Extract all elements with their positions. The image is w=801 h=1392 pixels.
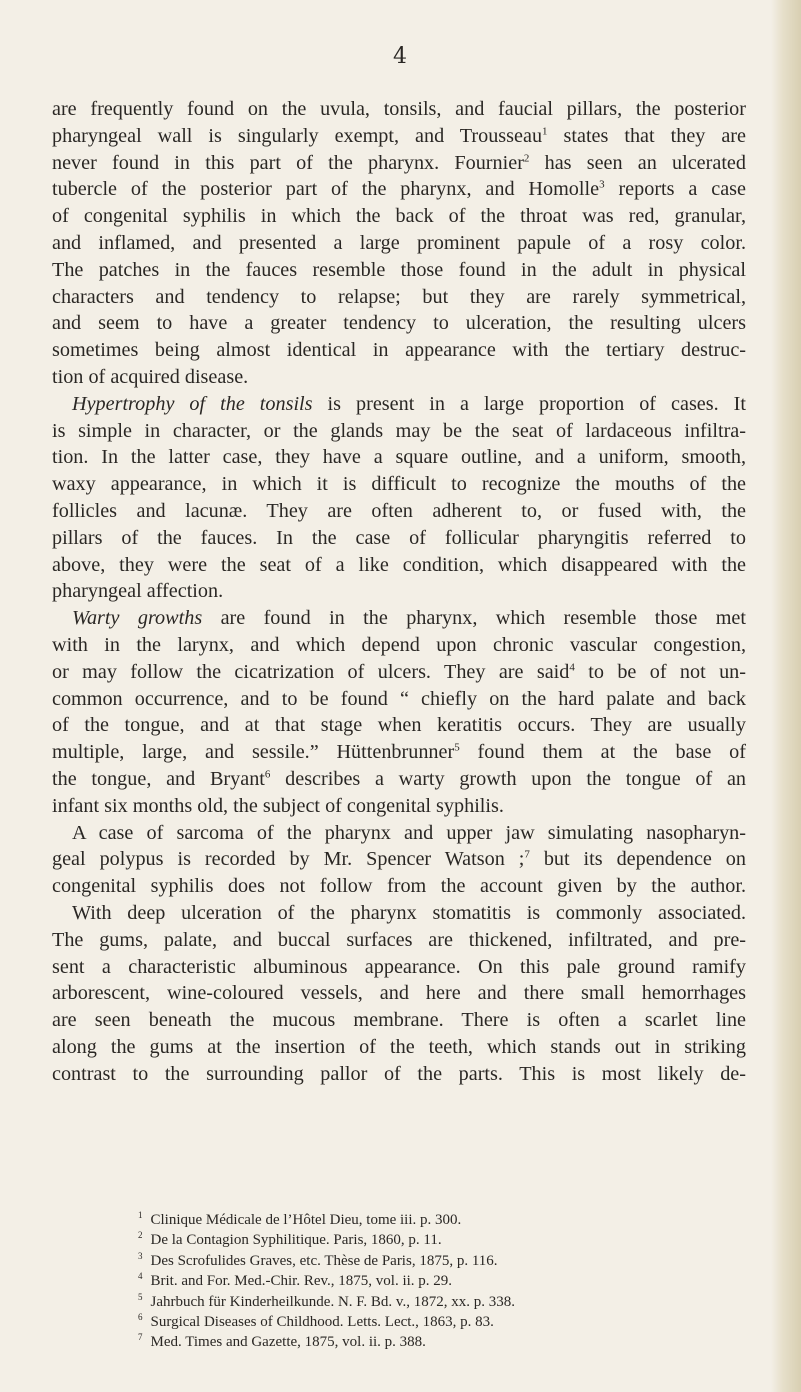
text-run: The gums, palate, and buccal surfaces are thickened, infiltrated, and pre- bbox=[52, 928, 746, 951]
text-run: the tongue, and Bryant bbox=[52, 767, 265, 790]
text-run: characters and tendency to relapse; but they are rarely symmetrical, bbox=[52, 285, 746, 308]
text-run: common occurrence, and to be found “ chiefly on the hard palate and back bbox=[52, 687, 746, 710]
text-line bbox=[52, 954, 746, 981]
footnote-ref: 4 bbox=[569, 661, 575, 673]
text-line bbox=[52, 739, 746, 766]
text-run: multiple, large, and sessile.” Hüttenbrunner bbox=[52, 741, 455, 764]
text-run: arborescent, wine-coloured vessels, and here and there small hemorrhages bbox=[52, 982, 746, 1005]
text-run: never found in this part of the pharynx. Fournier bbox=[52, 151, 524, 174]
text-line bbox=[52, 150, 746, 177]
text-run: but its dependence on bbox=[529, 848, 746, 871]
text-line bbox=[52, 766, 746, 793]
text-run: is present in a large proportion of cases. It bbox=[312, 392, 747, 415]
text-line bbox=[52, 1007, 746, 1034]
text-line bbox=[52, 310, 746, 337]
text-run: sent a characteristic albuminous appearance. On this pale ground ramify bbox=[52, 955, 746, 978]
text-line bbox=[52, 337, 746, 364]
text-line bbox=[52, 820, 746, 847]
text-line bbox=[52, 900, 746, 927]
text-line bbox=[52, 552, 746, 579]
footnote-text: Surgical Diseases of Childhood. Letts. Lect., 1863, p. 83. bbox=[150, 1314, 494, 1331]
footnote bbox=[138, 1251, 718, 1271]
text-line bbox=[52, 123, 746, 150]
text-run: are frequently found on the uvula, tonsils, and faucial pillars, the posterior bbox=[52, 98, 746, 120]
footnote-number: 1 bbox=[138, 1210, 143, 1220]
footnote-number: 7 bbox=[138, 1332, 143, 1343]
footnotes bbox=[138, 1210, 718, 1353]
text-run: reports a case bbox=[604, 178, 746, 201]
text-line bbox=[52, 391, 746, 418]
text-run: of the tongue, and at that stage when keratitis occurs. They are usually bbox=[52, 714, 746, 737]
text-line bbox=[52, 364, 746, 391]
footnote-number: 3 bbox=[138, 1250, 143, 1261]
text-line bbox=[52, 525, 746, 552]
text-run: and seem to have a greater tendency to ulceration, the resulting ulcers bbox=[52, 312, 746, 335]
text-line bbox=[52, 927, 746, 954]
text-line bbox=[52, 284, 746, 311]
text-run: found them at the base of bbox=[459, 741, 746, 764]
text-run: with in the larynx, and which depend upon chronic vascular congestion, bbox=[52, 633, 746, 656]
text-run: waxy appearance, in which it is difficult to recognize the mouths of the bbox=[52, 473, 746, 496]
text-run: tion. In the latter case, they have a square outline, and a uniform, smooth, bbox=[52, 446, 746, 469]
footnote bbox=[138, 1230, 718, 1250]
text-line bbox=[52, 686, 746, 713]
text-run: pharyngeal affection. bbox=[52, 580, 224, 603]
text-line bbox=[52, 176, 746, 203]
text-run: states that they are bbox=[547, 124, 746, 147]
text-line bbox=[52, 1034, 746, 1061]
text-line bbox=[52, 712, 746, 739]
text-line bbox=[52, 1061, 746, 1088]
footnote bbox=[138, 1292, 718, 1312]
footnote-text: De la Contagion Syphilitique. Paris, 1860, p. 11. bbox=[150, 1232, 442, 1249]
text-line bbox=[52, 257, 746, 284]
footnote-text: Clinique Médicale de l’Hôtel Dieu, tome iii. p. 300. bbox=[150, 1212, 462, 1228]
footnote bbox=[138, 1210, 718, 1230]
text-line bbox=[52, 203, 746, 230]
text-line bbox=[52, 980, 746, 1007]
footnote-number: 6 bbox=[138, 1312, 143, 1323]
text-run: and inflamed, and presented a large prominent papule of a rosy color. bbox=[52, 231, 746, 254]
footnote-text: Brit. and For. Med.-Chir. Rev., 1875, vol. ii. p. 29. bbox=[150, 1273, 453, 1290]
text-run: tubercle of the posterior part of the pharynx, and Homolle bbox=[52, 178, 600, 201]
text-line bbox=[52, 418, 746, 445]
footnote-text: Des Scrofulides Graves, etc. Thèse de Paris, 1875, p. 116. bbox=[150, 1252, 498, 1269]
text-run: has seen an ulcerated bbox=[529, 151, 746, 174]
text-line bbox=[52, 498, 746, 525]
text-run: along the gums at the insertion of the teeth, which stands out in striking bbox=[52, 1035, 746, 1058]
text-run: is simple in character, or the glands may be the seat of lardaceous infiltra- bbox=[52, 419, 746, 442]
text-run: are found in the pharynx, which resemble those met bbox=[202, 607, 746, 630]
page-edge-shadow bbox=[771, 0, 801, 1392]
text-line bbox=[52, 444, 746, 471]
footnote-ref: 3 bbox=[599, 178, 605, 191]
text-run: With deep ulceration of the pharynx stomatitis is commonly associated. bbox=[72, 901, 746, 924]
text-run: pillars of the fauces. In the case of follicular pharyngitis referred to bbox=[52, 526, 746, 549]
text-run: A case of sarcoma of the pharynx and upper jaw simulating nasopharyn- bbox=[72, 821, 746, 844]
italic-heading: Hypertrophy of the tonsils bbox=[72, 392, 313, 415]
text-run: above, they were the seat of a like condition, which disappeared with the bbox=[52, 553, 746, 576]
text-run: tion of acquired disease. bbox=[52, 365, 249, 388]
text-run: sometimes being almost identical in appearance with the tertiary destruc- bbox=[52, 339, 746, 362]
footnote-ref: 1 bbox=[542, 125, 548, 138]
footnote-ref: 2 bbox=[523, 151, 530, 164]
text-run: of congenital syphilis in which the back of the throat was red, granular, bbox=[52, 205, 746, 228]
text-run: congenital syphilis does not follow from the account given by the author. bbox=[52, 875, 746, 898]
footnote-ref: 6 bbox=[264, 768, 271, 781]
text-run: geal polypus is recorded by Mr. Spencer Watson ; bbox=[52, 848, 525, 871]
footnote-text: Jahrbuch für Kinderheilkunde. N. F. Bd. v., 1872, xx. p. 338. bbox=[150, 1293, 515, 1310]
footnote-ref: 5 bbox=[454, 741, 460, 754]
text-run: or may follow the cicatrization of ulcers. They are said bbox=[52, 660, 570, 683]
footnote bbox=[138, 1332, 718, 1352]
page-number: 4 bbox=[393, 44, 408, 69]
text-run: are seen beneath the mucous membrane. There is often a scarlet line bbox=[52, 1009, 746, 1032]
footnote bbox=[138, 1271, 718, 1291]
text-run: infant six months old, the subject of congenital syphilis. bbox=[52, 794, 504, 817]
footnote-number: 2 bbox=[138, 1230, 143, 1241]
text-line bbox=[52, 873, 746, 900]
text-run: The patches in the fauces resemble those found in the adult in physical bbox=[52, 258, 746, 281]
footnote-ref: 7 bbox=[524, 848, 530, 861]
footnote-text: Med. Times and Gazette, 1875, vol. ii. p. 388. bbox=[150, 1334, 426, 1351]
text-line bbox=[52, 605, 746, 632]
text-line bbox=[52, 632, 746, 659]
text-line bbox=[52, 578, 746, 605]
text-line bbox=[52, 96, 746, 123]
footnote-number: 4 bbox=[138, 1271, 143, 1282]
text-run: contrast to the surrounding pallor of the parts. This is most likely de- bbox=[52, 1062, 746, 1085]
text-run: to be of not un- bbox=[574, 660, 747, 683]
text-line bbox=[52, 471, 746, 498]
footnote bbox=[138, 1312, 718, 1332]
text-line bbox=[52, 793, 746, 820]
text-run: pharyngeal wall is singularly exempt, and Trousseau bbox=[52, 124, 543, 147]
text-line bbox=[52, 659, 746, 686]
text-line bbox=[52, 846, 746, 873]
footnote-number: 5 bbox=[138, 1291, 143, 1302]
body-text bbox=[52, 96, 746, 1087]
text-run: describes a warty growth upon the tongue of an bbox=[270, 767, 746, 790]
text-line bbox=[52, 230, 746, 257]
italic-heading: Warty growths bbox=[72, 607, 203, 630]
text-run: follicles and lacunæ. They are often adherent to, or fused with, the bbox=[52, 499, 746, 522]
